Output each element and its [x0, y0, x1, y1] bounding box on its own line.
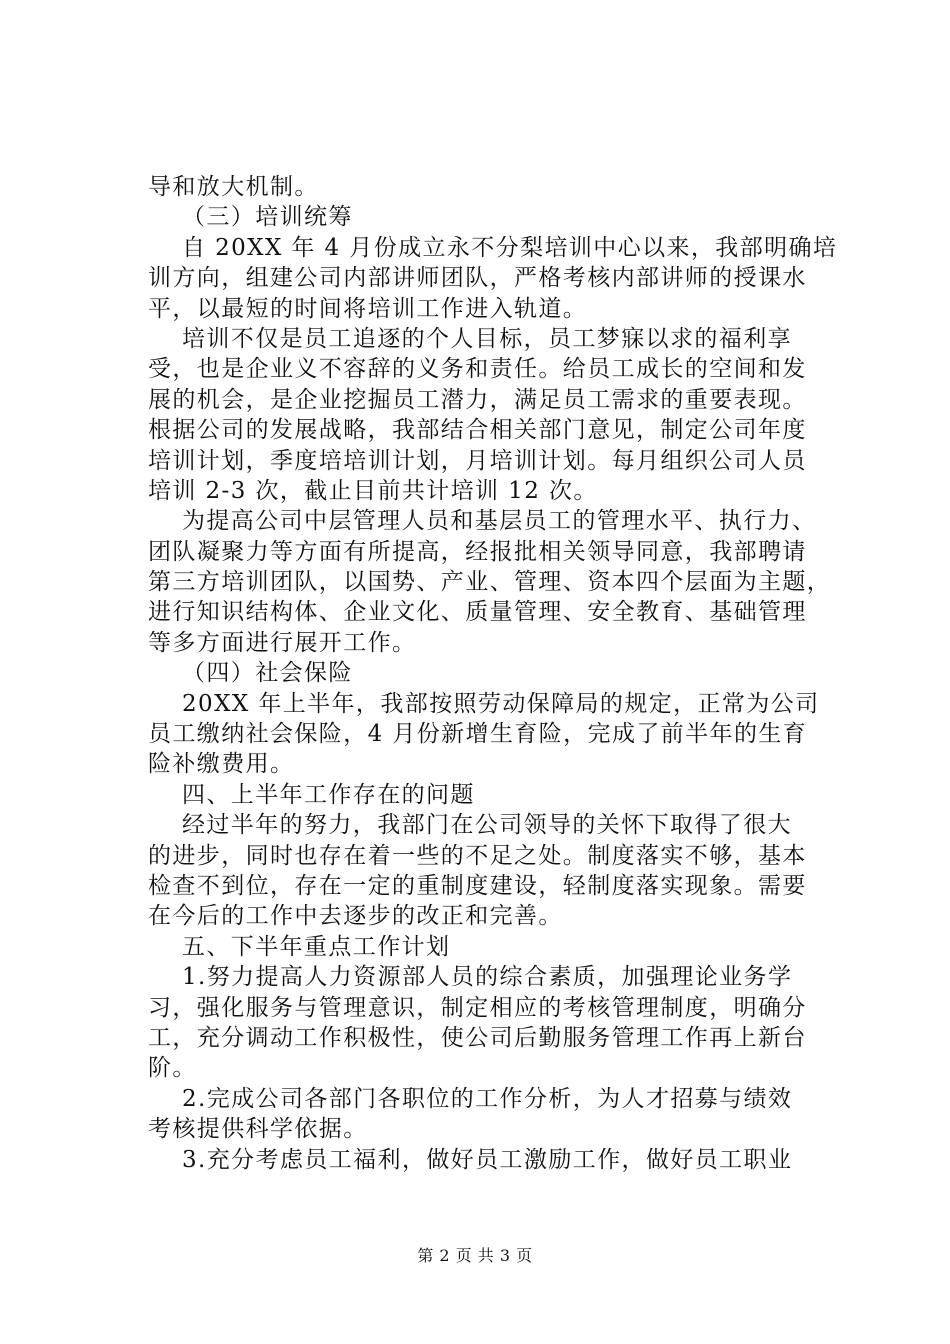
text-line: 第三方培训团队，以国势、产业、管理、资本四个层面为主题，	[148, 569, 832, 596]
text-line: 1.努力提高人力资源部人员的综合素质，加强理论业务学	[182, 964, 793, 991]
text-line: 经过半年的努力，我部门在公司领导的关怀下取得了很大	[182, 812, 792, 839]
text-line: 根据公司的发展战略，我部结合相关部门意见，制定公司年度	[148, 417, 807, 444]
text-line: 团队凝聚力等方面有所提高，经报批相关领导同意，我部聘请	[148, 538, 807, 565]
text-line: （四）社会保险	[182, 660, 353, 687]
text-line: 培训不仅是员工追逐的个人目标，员工梦寐以求的福利享	[182, 325, 792, 352]
text-line: 在今后的工作中去逐步的改正和完善。	[148, 903, 563, 930]
text-line: 2.完成公司各部门各职位的工作分析，为人才招募与绩效	[182, 1085, 793, 1112]
text-line: 员工缴纳社会保险，4 月份新增生育险，完成了前半年的生育	[148, 721, 808, 748]
text-line: 展的机会，是企业挖掘员工潜力，满足员工需求的重要表现。	[148, 386, 807, 413]
page-footer: 第 2 页 共 3 页	[417, 1246, 533, 1265]
text-line: 平，以最短的时间将培训工作进入轨道。	[148, 295, 588, 322]
text-line: 四、上半年工作存在的问题	[182, 781, 475, 808]
text-line: 考核提供科学依据。	[148, 1116, 368, 1143]
text-line: 进行知识结构体、企业文化、质量管理、安全教育、基础管理	[148, 599, 807, 626]
text-line: 自 20XX 年 4 月份成立永不分梨培训中心以来，我部明确培	[182, 234, 838, 261]
text-line: 培训计划，季度培培训计划，月培训计划。每月组织公司人员	[148, 447, 807, 474]
text-line: （三）培训统筹	[182, 204, 353, 231]
text-line: 习，强化服务与管理意识，制定相应的考核管理制度，明确分	[148, 994, 807, 1021]
text-line: 为提高公司中层管理人员和基层员工的管理水平、执行力、	[182, 508, 817, 535]
text-line: 培训 2-3 次，截止目前共计培训 12 次。	[148, 477, 598, 504]
text-line: 3.充分考虑员工福利，做好员工激励工作，做好员工职业	[182, 1146, 793, 1173]
text-line: 工，充分调动工作积极性，使公司后勤服务管理工作再上新台	[148, 1024, 807, 1051]
text-line: 检查不到位，存在一定的重制度建设，轻制度落实现象。需要	[148, 872, 807, 899]
text-line: 训方向，组建公司内部讲师团队，严格考核内部讲师的授课水	[148, 265, 807, 292]
text-line: 等多方面进行展开工作。	[148, 629, 417, 656]
text-line: 20XX 年上半年，我部按照劳动保障局的规定，正常为公司	[182, 690, 820, 717]
text-line: 的进步，同时也存在着一些的不足之处。制度落实不够，基本	[148, 842, 807, 869]
text-line: 受，也是企业义不容辞的义务和责任。给员工成长的空间和发	[148, 356, 807, 383]
text-line: 阶。	[148, 1055, 197, 1082]
text-line: 五、下半年重点工作计划	[182, 933, 451, 960]
text-line: 导和放大机制。	[148, 174, 319, 200]
document-body	[148, 172, 838, 1175]
text-line: 险补缴费用。	[148, 751, 295, 778]
